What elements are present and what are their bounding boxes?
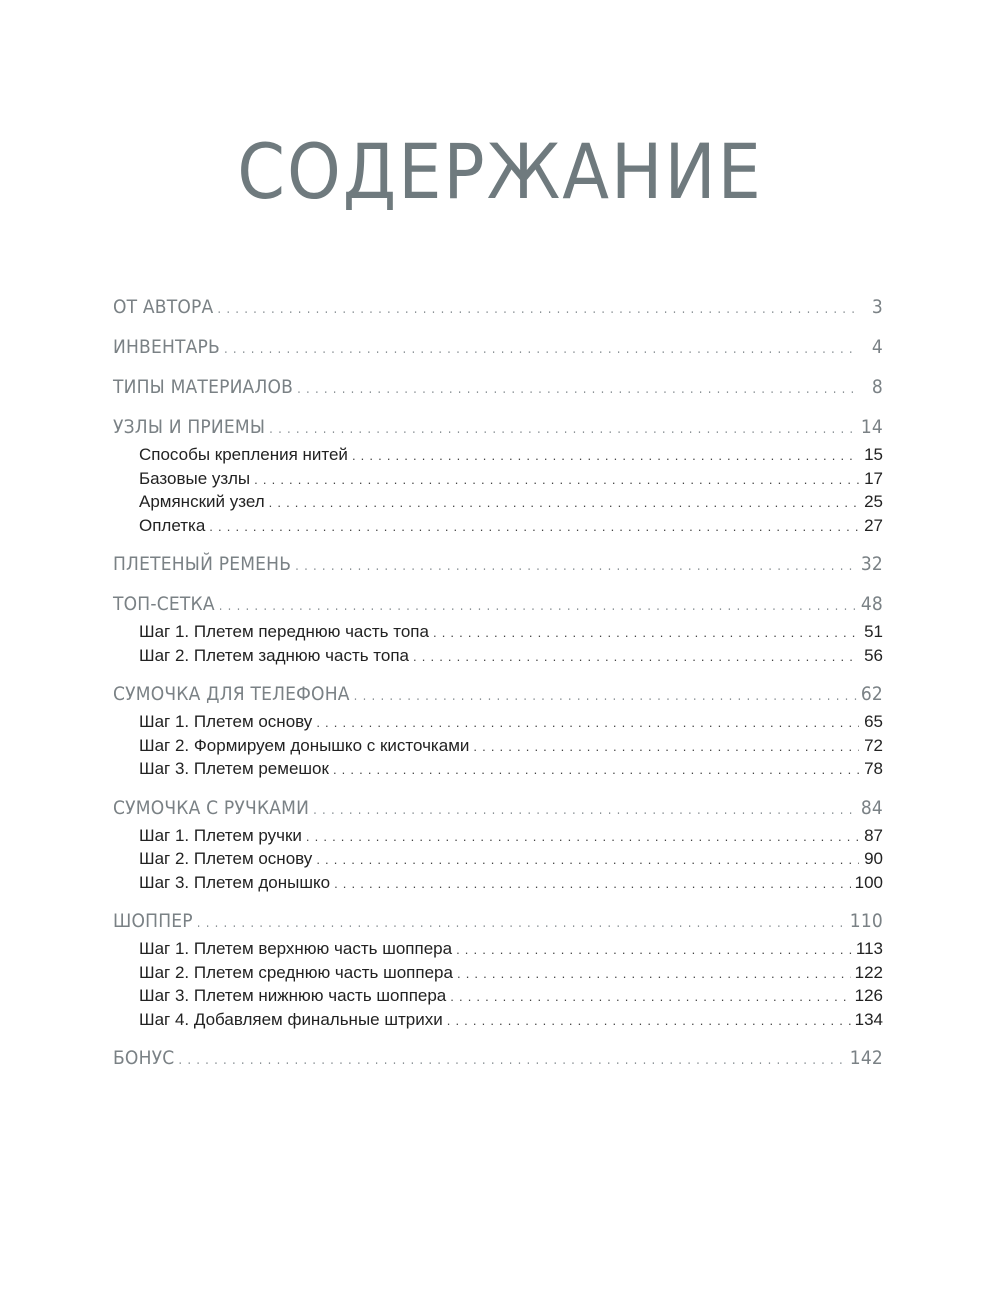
toc-subentry-title: Шаг 3. Плетем ремешок bbox=[139, 759, 329, 778]
dot-leader bbox=[313, 803, 857, 818]
toc-subentry-title: Шаг 2. Плетем заднюю часть топа bbox=[139, 645, 410, 665]
toc-entry-page: 32 bbox=[860, 553, 883, 575]
toc-section bbox=[113, 797, 883, 897]
dot-leader bbox=[197, 916, 846, 931]
dot-leader bbox=[316, 715, 859, 730]
toc-subentry-title: Шаг 1. Плетем ручки bbox=[139, 825, 302, 845]
toc-subentry-page: 87 bbox=[864, 825, 883, 845]
toc-subentry-page: 25 bbox=[864, 492, 883, 511]
toc-entry-title: ИНВЕНТАРЬ bbox=[113, 336, 220, 358]
toc-entry-title: СУМОЧКА ДЛЯ ТЕЛЕФОНА bbox=[113, 683, 350, 705]
toc-subentry[interactable] bbox=[113, 736, 883, 760]
dot-leader bbox=[334, 876, 851, 891]
dot-leader bbox=[413, 649, 859, 664]
toc-entry[interactable] bbox=[113, 683, 883, 709]
toc-subentry[interactable] bbox=[113, 492, 883, 516]
toc-subentry-page: 134 bbox=[854, 1009, 883, 1029]
toc-entry[interactable] bbox=[113, 416, 883, 442]
dot-leader bbox=[352, 448, 859, 463]
toc-subentry-title: Шаг 3. Плетем донышко bbox=[139, 872, 331, 892]
dot-leader bbox=[295, 559, 857, 574]
toc-subentry[interactable] bbox=[113, 516, 883, 540]
toc-entry-title: СУМОЧКА С РУЧКАМИ bbox=[113, 796, 310, 819]
toc-entry-title: ШОППЕР bbox=[113, 910, 193, 932]
toc-entry-page: 3 bbox=[871, 296, 883, 318]
toc-section bbox=[113, 336, 883, 362]
dot-leader bbox=[219, 599, 857, 614]
toc-entry-page: 48 bbox=[860, 593, 883, 615]
toc-entry[interactable] bbox=[113, 296, 883, 322]
toc-subentry-title: Оплетка bbox=[139, 515, 206, 535]
toc-entry-title: БОНУС bbox=[113, 1047, 175, 1069]
toc-subentry-title: Базовые узлы bbox=[139, 468, 251, 488]
toc-subentry-title: Шаг 2. Формируем донышко с кисточками bbox=[139, 735, 470, 755]
toc-section bbox=[113, 593, 883, 669]
toc-subentry-page: 122 bbox=[854, 962, 883, 982]
toc-entry-title: ПЛЕТЕНЫЙ РЕМЕНЬ bbox=[113, 553, 292, 575]
toc-subentry[interactable] bbox=[113, 469, 883, 493]
toc-section bbox=[113, 683, 883, 783]
dot-leader bbox=[209, 519, 859, 534]
toc-subentry-page: 100 bbox=[854, 872, 883, 892]
toc-subentry[interactable] bbox=[113, 939, 883, 963]
toc-entry[interactable] bbox=[113, 376, 883, 402]
toc-entry-title: ОТ АВТОРА bbox=[113, 296, 214, 318]
toc-subentry[interactable] bbox=[113, 873, 883, 897]
toc-entry[interactable] bbox=[113, 553, 883, 579]
toc-entry-page: 62 bbox=[860, 683, 883, 705]
toc-subentry-page: 72 bbox=[864, 735, 883, 755]
toc-subentry-title: Шаг 4. Добавляем финальные штрихи bbox=[139, 1009, 443, 1029]
toc-entry-page: 14 bbox=[860, 416, 883, 438]
toc-entry-page: 110 bbox=[849, 910, 883, 932]
toc-section bbox=[113, 1047, 883, 1073]
dot-leader bbox=[178, 1053, 845, 1068]
toc-subentry-page: 65 bbox=[864, 712, 883, 731]
toc-subentry-page: 56 bbox=[864, 645, 883, 665]
toc-subentry[interactable] bbox=[113, 622, 883, 646]
toc-subentry[interactable] bbox=[113, 759, 883, 783]
toc-subentry[interactable] bbox=[113, 849, 883, 873]
dot-leader bbox=[269, 495, 859, 510]
toc-entry-title: ТОП-СЕТКА bbox=[113, 593, 215, 615]
toc-subentry-title: Армянский узел bbox=[139, 492, 265, 511]
toc-section bbox=[113, 296, 883, 322]
dot-leader bbox=[306, 829, 859, 844]
toc-entry[interactable] bbox=[113, 910, 883, 936]
toc-subentry-title: Шаг 2. Плетем основу bbox=[139, 849, 313, 868]
toc-section bbox=[113, 910, 883, 1033]
dot-leader bbox=[254, 472, 859, 487]
toc-subentry[interactable] bbox=[113, 963, 883, 987]
dot-leader bbox=[433, 625, 859, 640]
dot-leader bbox=[473, 739, 859, 754]
dot-leader bbox=[450, 989, 850, 1004]
dot-leader bbox=[456, 942, 852, 957]
toc-subentry-title: Шаг 2. Плетем среднюю часть шоппера bbox=[139, 962, 453, 982]
toc-subentry-page: 126 bbox=[854, 986, 883, 1005]
toc-subentry[interactable] bbox=[113, 1010, 883, 1034]
toc-entry[interactable] bbox=[113, 1047, 883, 1073]
toc-subentry-page: 15 bbox=[864, 445, 883, 464]
dot-leader bbox=[333, 762, 859, 777]
toc-subentry-title: Шаг 1. Плетем верхнюю часть шоппера bbox=[139, 939, 453, 958]
dot-leader bbox=[224, 342, 859, 357]
page-title: СОДЕРЖАНИЕ bbox=[237, 127, 763, 216]
dot-leader bbox=[354, 689, 857, 704]
toc-subentry-page: 113 bbox=[855, 939, 883, 958]
toc-entry[interactable] bbox=[113, 797, 883, 823]
toc-subentry-page: 27 bbox=[864, 515, 883, 535]
toc-subentry-title: Шаг 1. Плетем переднюю часть топа bbox=[139, 622, 429, 641]
toc-entry[interactable] bbox=[113, 593, 883, 619]
toc-entry-page: 8 bbox=[871, 376, 883, 398]
toc-subentry-page: 90 bbox=[864, 849, 883, 868]
toc-section bbox=[113, 416, 883, 539]
toc-section bbox=[113, 376, 883, 402]
table-of-contents bbox=[113, 296, 883, 1087]
toc-entry[interactable] bbox=[113, 336, 883, 362]
toc-subentry-page: 51 bbox=[864, 622, 883, 641]
toc-subentry-title: Шаг 3. Плетем нижнюю часть шоппера bbox=[139, 986, 447, 1005]
toc-entry-page: 142 bbox=[849, 1047, 883, 1069]
toc-subentry-title: Шаг 1. Плетем основу bbox=[139, 712, 313, 731]
toc-subentry[interactable] bbox=[113, 826, 883, 850]
toc-entry-title: УЗЛЫ И ПРИЕМЫ bbox=[113, 416, 266, 438]
toc-subentry-page: 78 bbox=[864, 759, 883, 778]
dot-leader bbox=[447, 1013, 851, 1028]
toc-subentry[interactable] bbox=[113, 646, 883, 670]
toc-entry-page: 4 bbox=[871, 336, 883, 358]
toc-subentry-page: 17 bbox=[864, 468, 883, 488]
toc-subentry[interactable] bbox=[113, 445, 883, 469]
dot-leader bbox=[297, 382, 859, 397]
toc-section bbox=[113, 553, 883, 579]
toc-subentry-title: Способы крепления нитей bbox=[139, 445, 348, 464]
dot-leader bbox=[457, 966, 851, 981]
toc-subentry[interactable] bbox=[113, 712, 883, 736]
dot-leader bbox=[269, 422, 857, 437]
dot-leader bbox=[217, 302, 859, 317]
toc-entry-page: 84 bbox=[860, 796, 883, 819]
toc-entry-title: ТИПЫ МАТЕРИАЛОВ bbox=[113, 376, 294, 398]
toc-subentry[interactable] bbox=[113, 986, 883, 1010]
dot-leader bbox=[316, 852, 859, 867]
